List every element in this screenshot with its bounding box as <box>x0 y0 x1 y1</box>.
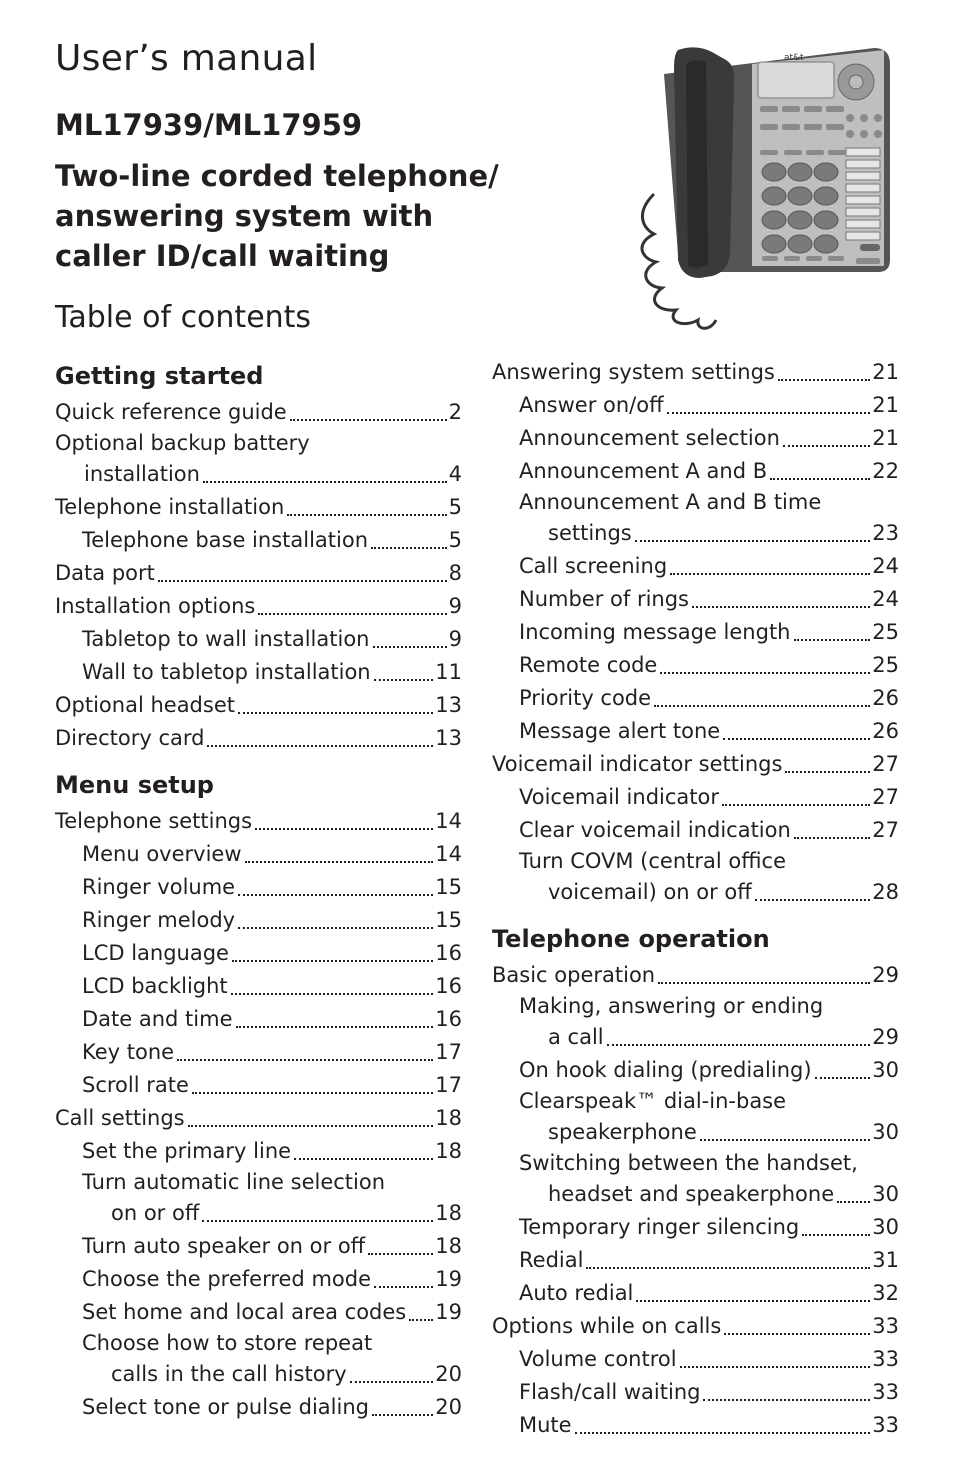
toc-entry[interactable]: Basic operation 29 <box>492 963 899 987</box>
telephone-illustration <box>634 44 896 334</box>
toc-entry[interactable]: Turn auto speaker on or off 18 <box>82 1234 462 1258</box>
toc-entry[interactable]: Answer on/off 21 <box>519 393 899 417</box>
toc-entry[interactable]: Mute 33 <box>519 1413 899 1437</box>
toc-entry[interactable]: Directory card 13 <box>55 726 462 750</box>
toc-entry[interactable]: Installation options 9 <box>55 594 462 618</box>
toc-entry[interactable]: LCD backlight 16 <box>82 974 462 998</box>
toc-entry[interactable]: Clear voicemail indication 27 <box>519 818 899 842</box>
toc-entry[interactable]: Options while on calls 33 <box>492 1314 899 1338</box>
toc-entry[interactable]: Temporary ringer silencing 30 <box>519 1215 899 1239</box>
toc-entry[interactable]: Priority code 26 <box>519 686 899 710</box>
toc-entry[interactable]: Call screening 24 <box>519 554 899 578</box>
toc-entry[interactable]: Scroll rate 17 <box>82 1073 462 1097</box>
toc-entry[interactable]: Announcement A and B 22 <box>519 459 899 483</box>
toc-entry[interactable]: Auto redial 32 <box>519 1281 899 1305</box>
toc-entry[interactable]: Number of rings 24 <box>519 587 899 611</box>
toc-entry[interactable]: Call settings 18 <box>55 1106 462 1130</box>
subtitle-line: Two-line corded telephone/ <box>55 159 499 193</box>
toc-entry[interactable]: Optional headset 13 <box>55 693 462 717</box>
toc-entry-first-line[interactable]: Choose how to store repeat <box>82 1331 373 1355</box>
toc-entry[interactable]: Date and time 16 <box>82 1007 462 1031</box>
toc-entry-first-line[interactable]: Making, answering or ending <box>519 994 824 1018</box>
model-number: ML17939/ML17959 <box>55 108 363 142</box>
toc-entry[interactable]: Wall to tabletop installation 11 <box>82 660 462 684</box>
toc-entry[interactable]: installation 4 <box>84 462 462 486</box>
toc-entry[interactable]: Voicemail indicator settings 27 <box>492 752 899 776</box>
toc-entry[interactable]: Menu overview 14 <box>82 842 462 866</box>
toc-entry[interactable]: Redial 31 <box>519 1248 899 1272</box>
toc-entry[interactable]: Telephone base installation 5 <box>82 528 462 552</box>
toc-entry-first-line[interactable]: Announcement A and B time <box>519 490 822 514</box>
toc-entry[interactable]: Choose the preferred mode 19 <box>82 1267 462 1291</box>
toc-entry[interactable]: speakerphone 30 <box>548 1120 899 1144</box>
toc-entry[interactable]: Telephone installation 5 <box>55 495 462 519</box>
toc-entry[interactable]: Flash/call waiting 33 <box>519 1380 899 1404</box>
section-heading-menu-setup: Menu setup <box>55 771 214 799</box>
toc-entry[interactable]: Announcement selection 21 <box>519 426 899 450</box>
toc-entry[interactable]: Telephone settings 14 <box>55 809 462 833</box>
toc-entry[interactable]: on or off 18 <box>111 1201 462 1225</box>
toc-right-column <box>492 356 899 1442</box>
toc-entry[interactable]: On hook dialing (predialing) 30 <box>519 1058 899 1082</box>
subtitle-line: answering system with <box>55 199 434 233</box>
section-heading-telephone-operation: Telephone operation <box>492 925 770 953</box>
toc-left-column <box>55 356 462 1424</box>
toc-entry[interactable]: settings 23 <box>548 521 899 545</box>
toc-entry[interactable]: Volume control 33 <box>519 1347 899 1371</box>
toc-entry-first-line[interactable]: Turn automatic line selection <box>82 1170 386 1194</box>
toc-entry[interactable]: Ringer melody 15 <box>82 908 462 932</box>
toc-entry[interactable]: Remote code 25 <box>519 653 899 677</box>
toc-entry-first-line[interactable]: Turn COVM (central office <box>519 849 787 873</box>
toc-entry[interactable]: a call 29 <box>548 1025 899 1049</box>
subtitle-line: caller ID/call waiting <box>55 239 390 273</box>
toc-entry[interactable]: Key tone 17 <box>82 1040 462 1064</box>
toc-entry[interactable]: Voicemail indicator 27 <box>519 785 899 809</box>
toc-entry[interactable]: headset and speakerphone 30 <box>548 1182 899 1206</box>
toc-entry[interactable]: Message alert tone 26 <box>519 719 899 743</box>
toc-entry[interactable]: calls in the call history 20 <box>111 1362 462 1386</box>
toc-entry[interactable]: voicemail) on or off 28 <box>548 880 899 904</box>
product-description <box>55 156 555 276</box>
brand-logo: at&t <box>784 53 804 63</box>
toc-entry[interactable]: Set the primary line 18 <box>82 1139 462 1163</box>
toc-entry[interactable]: LCD language 16 <box>82 941 462 965</box>
toc-entry[interactable]: Data port 8 <box>55 561 462 585</box>
toc-entry[interactable]: Answering system settings 21 <box>492 360 899 384</box>
toc-entry-first-line[interactable]: Switching between the handset, <box>519 1151 858 1175</box>
toc-entry[interactable]: Quick reference guide 2 <box>55 400 462 424</box>
toc-entry[interactable]: Set home and local area codes 19 <box>82 1300 462 1324</box>
toc-entry-first-line[interactable]: Clearspeak™ dial-in-base <box>519 1089 787 1113</box>
toc-entry[interactable]: Incoming message length 25 <box>519 620 899 644</box>
toc-entry[interactable]: Ringer volume 15 <box>82 875 462 899</box>
section-heading-getting-started: Getting started <box>55 362 264 390</box>
toc-title: Table of contents <box>55 300 312 335</box>
toc-entry[interactable]: Tabletop to wall installation 9 <box>82 627 462 651</box>
toc-entry-first-line[interactable]: Optional backup battery <box>55 431 310 455</box>
toc-entry[interactable]: Select tone or pulse dialing 20 <box>82 1395 462 1419</box>
page-title: User’s manual <box>55 38 318 79</box>
